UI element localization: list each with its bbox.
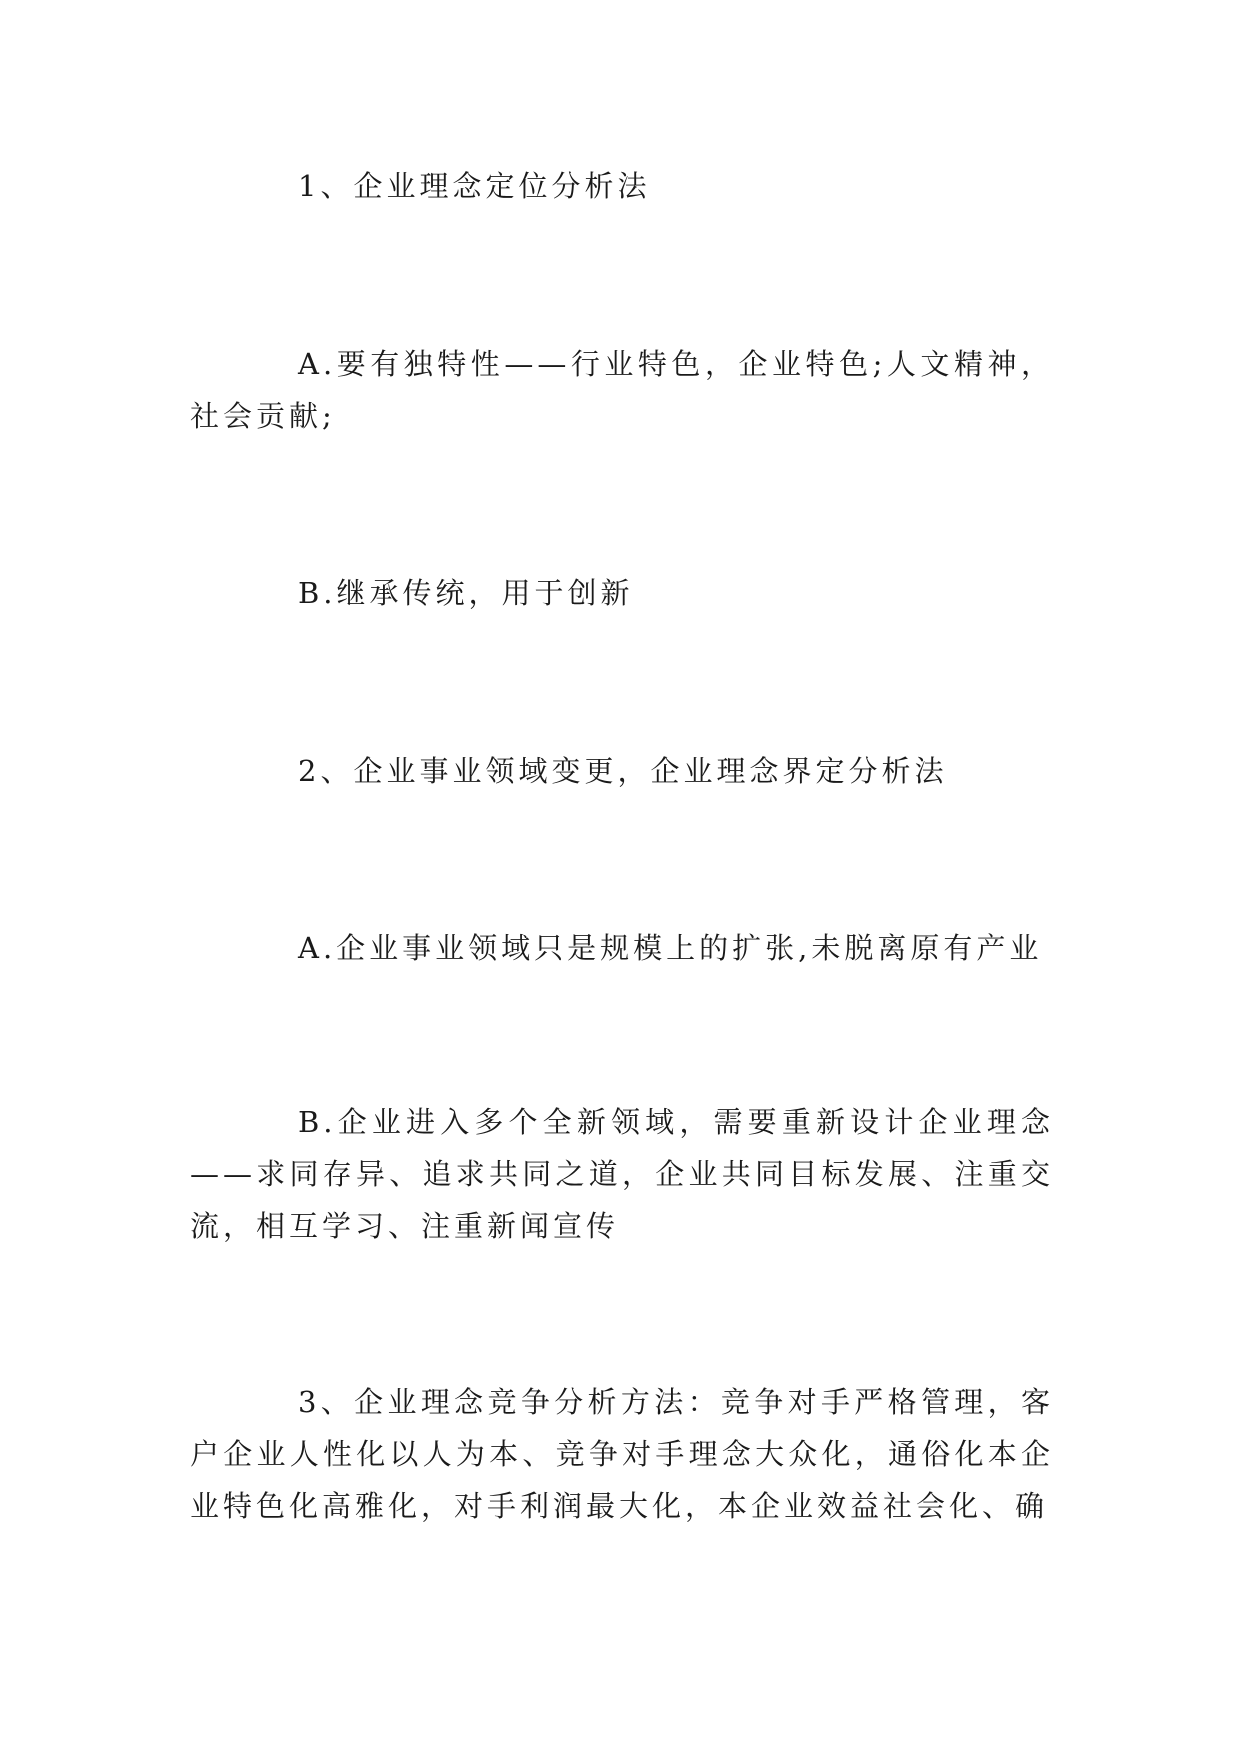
- heading-2: 2、企业事业领域变更，企业理念界定分析法: [298, 754, 948, 788]
- heading-3: 3、企业理念竞争分析方法：竞争对手严格管理，客户企业人性化以人为本、竞争对手理念大众化，通俗化本企业特色化高雅化，对手利润最大化，本企业效益社会化、确: [190, 1385, 1054, 1523]
- paragraph-1b: B.继承传统，用于创新: [298, 576, 634, 610]
- paragraph-2a: A.企业事业领域只是规模上的扩张,未脱离原有产业: [298, 931, 1043, 965]
- heading-1: 1、企业理念定位分析法: [298, 169, 651, 203]
- paragraph-2b: B.企业进入多个全新领域，需要重新设计企业理念——求同存异、追求共同之道，企业共同目标发展、注重交流，相互学习、注重新闻宣传: [190, 1105, 1054, 1243]
- paragraph-1a: A.要有独特性——行业特色，企业特色;人文精神，社会贡献;: [190, 347, 1054, 433]
